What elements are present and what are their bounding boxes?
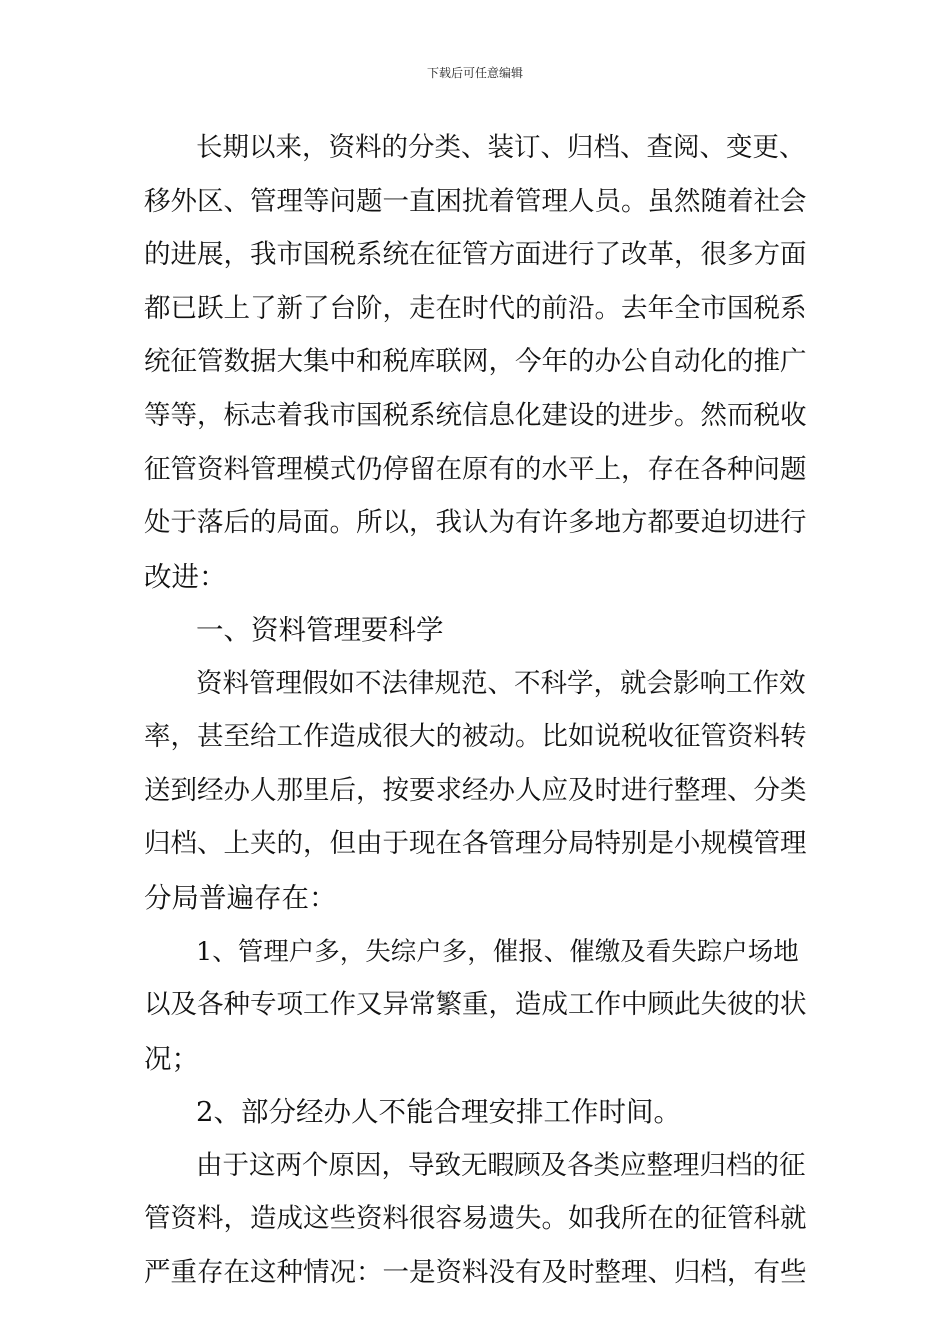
body-text-line: 分局普遍存在： — [144, 882, 337, 914]
body-text-line: 等等，标志着我市国税系统信息化建设的进步。然而税收 — [144, 400, 807, 431]
body-text-line: 严重存在这种情况：一是资料没有及时整理、归档，有些 — [144, 1257, 807, 1288]
body-text-line: 的进展，我市国税系统在征管方面进行了改革，很多方面 — [144, 239, 807, 270]
list-item-text-line: 况； — [144, 1043, 199, 1075]
list-item-text-line: 2、部分经办人不能合理安排工作时间。 — [196, 1096, 681, 1128]
page-header: 下载后可任意编辑 — [426, 66, 523, 80]
body-text-line: 率，甚至给工作造成很大的被动。比如说税收征管资料转 — [144, 721, 807, 752]
body-text-line: 由于这两个原因，导致无暇顾及各类应整理归档的征 — [196, 1150, 806, 1181]
body-text-line: 移外区、管理等问题一直困扰着管理人员。虽然随着社会 — [144, 186, 807, 217]
list-item-text-line: 1、管理户多，失综户多，催报、催缴及看失踪户场地 — [196, 937, 799, 967]
section-heading: 一、资料管理要科学 — [196, 614, 444, 646]
body-text-line: 送到经办人那里后，按要求经办人应及时进行整理、分类 — [144, 775, 807, 806]
body-text-line: 征管资料管理模式仍停留在原有的水平上，存在各种问题 — [144, 454, 807, 485]
body-text-line: 资料管理假如不法律规范、不科学，就会影响工作效 — [196, 668, 806, 699]
body-text-line: 长期以来，资料的分类、装订、归档、查阅、变更、 — [196, 132, 806, 163]
body-text-line: 统征管数据大集中和税库联网，今年的办公自动化的推广 — [144, 346, 807, 377]
body-text-line: 改进： — [144, 561, 227, 593]
body-text-line: 处于落后的局面。所以，我认为有许多地方都要迫切进行 — [144, 507, 807, 538]
body-text-line: 归档、上夹的，但由于现在各管理分局特别是小规模管理 — [144, 828, 807, 859]
list-item-text-line: 以及各种专项工作又异常繁重，造成工作中顾此失彼的状 — [144, 989, 807, 1020]
body-text-line: 管资料，造成这些资料很容易遗失。如我所在的征管科就 — [144, 1203, 807, 1234]
body-text-line: 都已跃上了新了台阶，走在时代的前沿。去年全市国税系 — [144, 293, 807, 324]
